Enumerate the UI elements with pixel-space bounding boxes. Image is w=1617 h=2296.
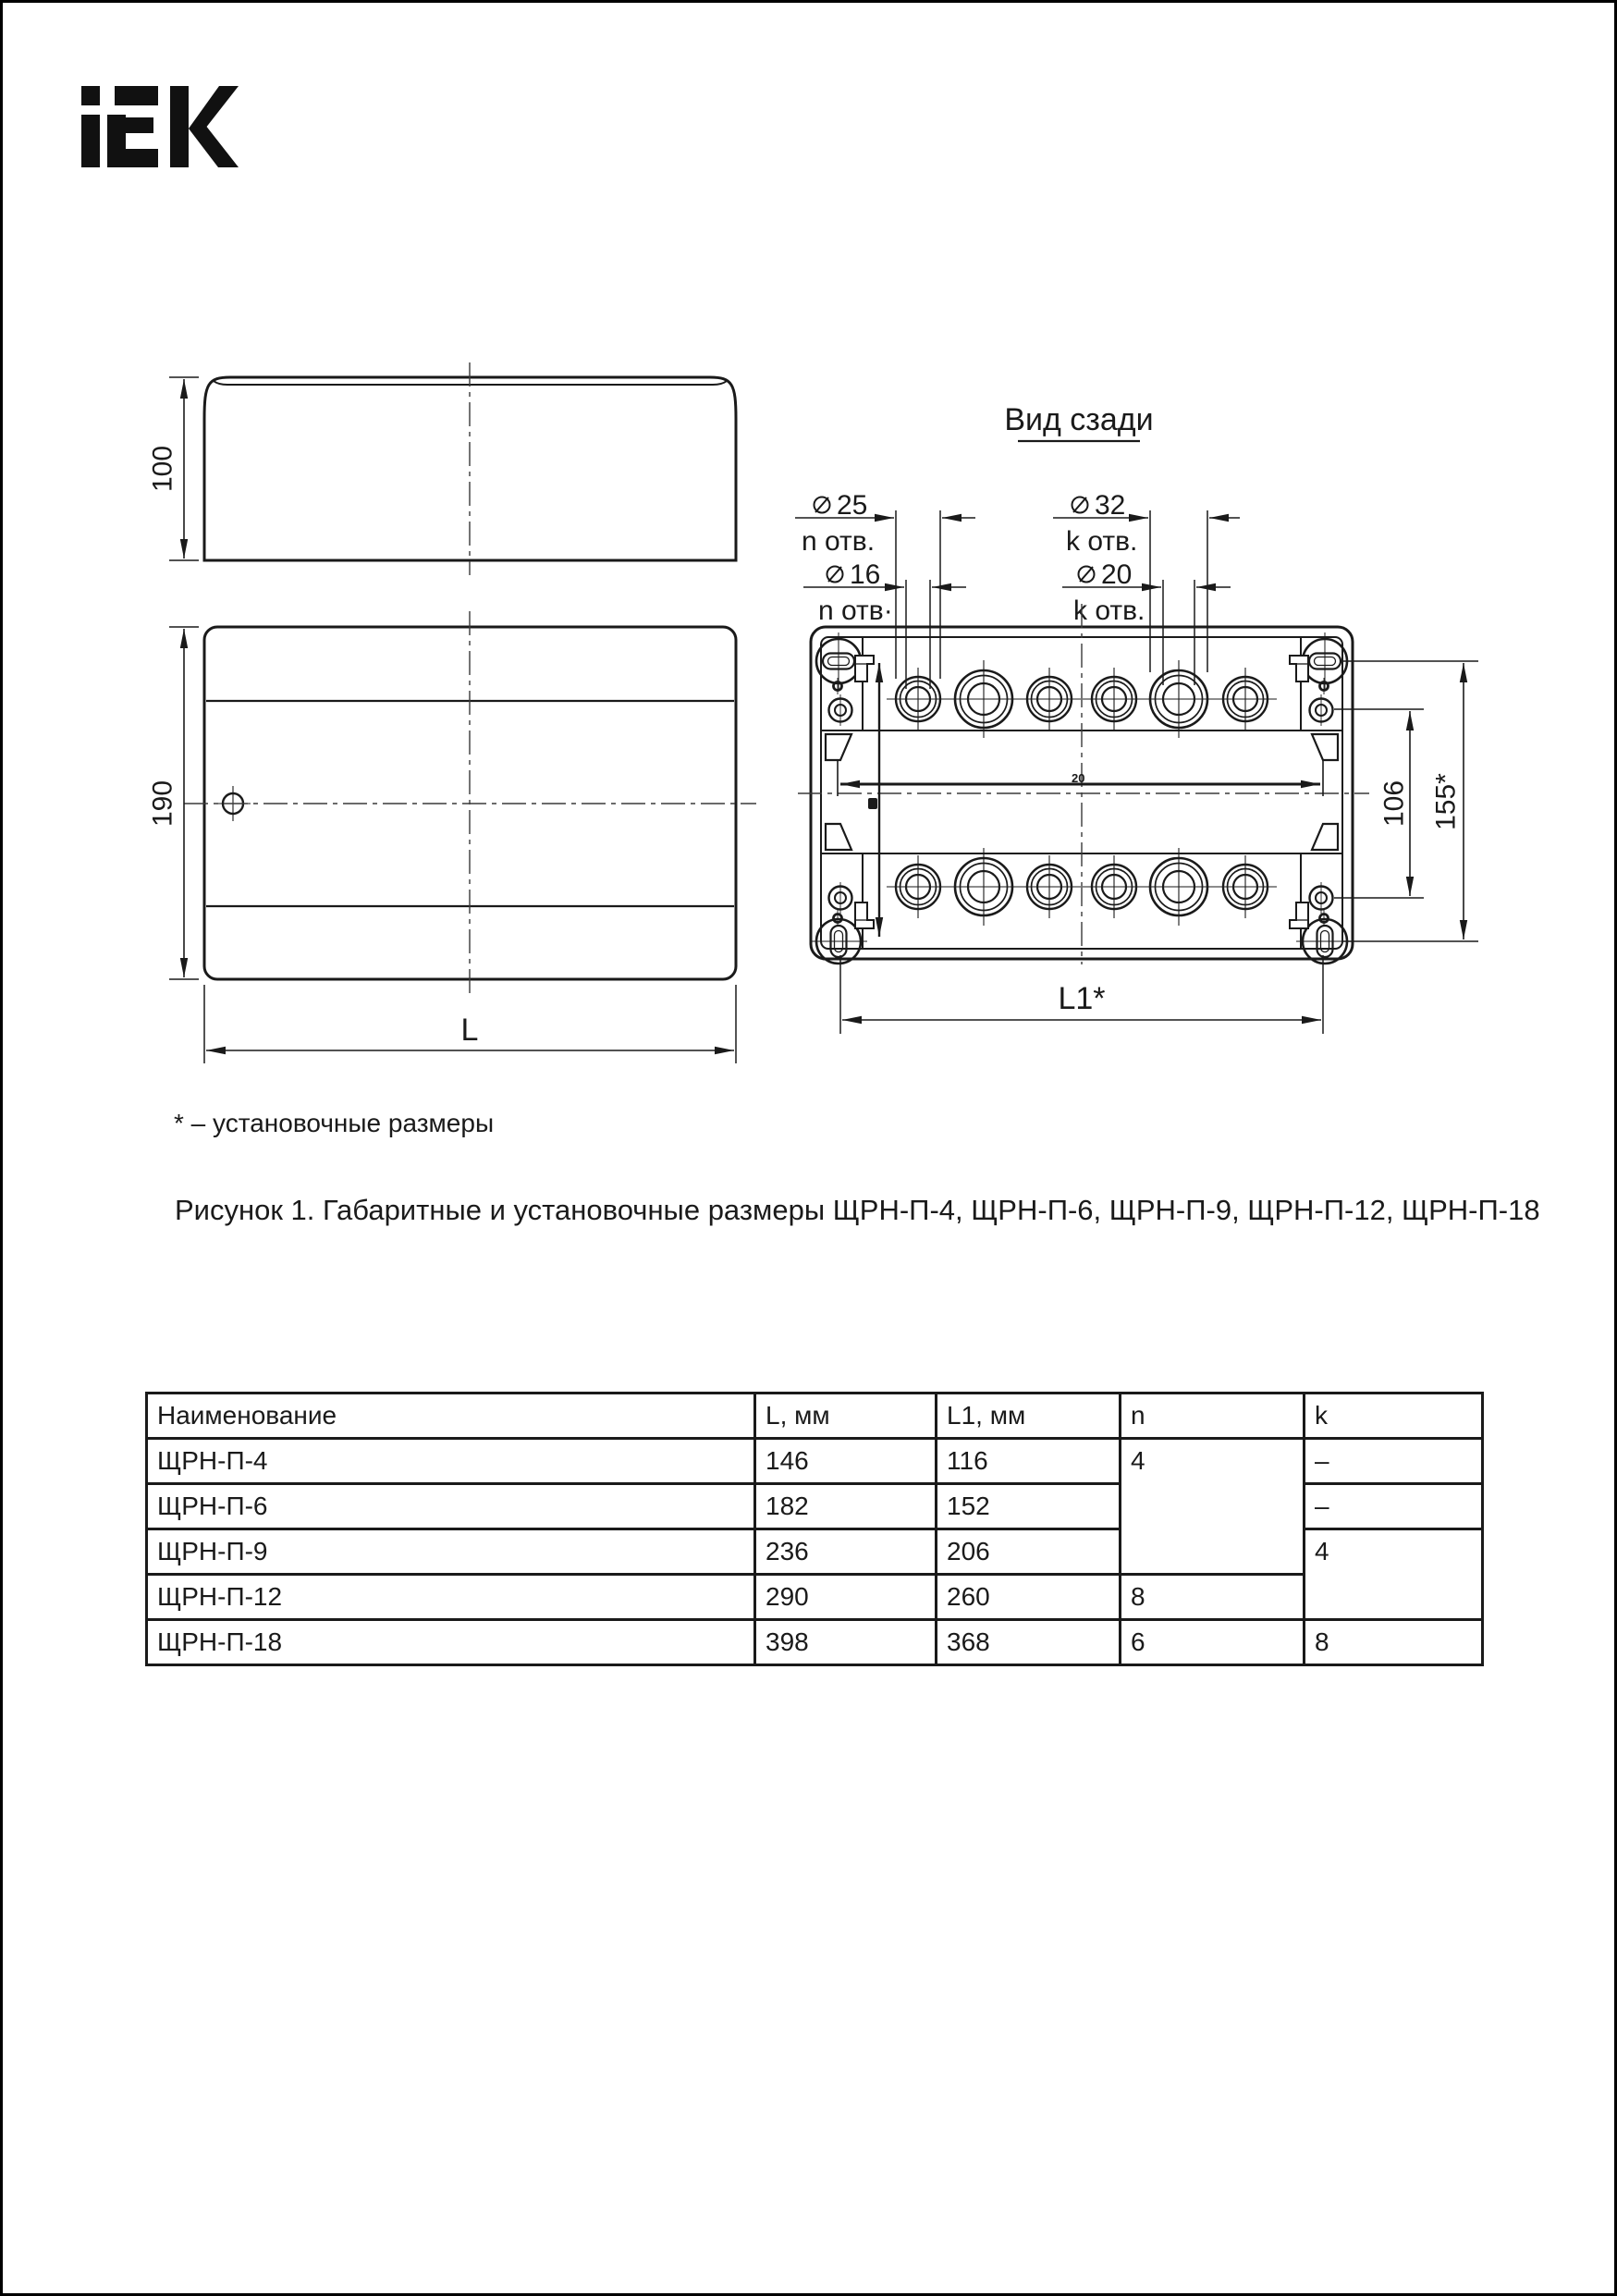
cell-l1: 206 [937,1529,1121,1575]
dia-32-value: 32 [1095,490,1126,521]
table-row [147,1439,1483,1484]
cell-k: – [1305,1484,1483,1529]
cell-name: ЩРН-П-18 [147,1620,755,1665]
dim-mount-outer-label: 155* [1430,773,1462,830]
cell-n: 8 [1121,1575,1305,1620]
dia-16-count: n отв· [818,595,893,626]
dimensions-table [145,1392,1484,1666]
dim-height-side-label: 100 [147,445,178,493]
table-row [147,1575,1483,1620]
cell-l1: 116 [937,1439,1121,1484]
dia-16-value: 16 [850,559,881,590]
figure-drawing [3,3,1617,2296]
illegible-dim-mark [868,798,877,809]
dim-height-front-label: 190 [147,780,178,828]
diameter-icon [815,497,830,513]
logo-i-dot [81,86,100,105]
cell-l1: 152 [937,1484,1121,1529]
cell-k: 8 [1305,1620,1483,1665]
table-header-row [147,1394,1483,1439]
col-header-l1: L1, мм [937,1394,1121,1439]
dia-20-value: 20 [1101,559,1133,590]
table-row [147,1620,1483,1665]
cell-k-merged: 4 [1305,1529,1483,1620]
cell-name: ЩРН-П-6 [147,1484,755,1529]
col-header-l: L, мм [755,1394,937,1439]
cell-l: 146 [755,1439,937,1484]
front-view [184,611,756,995]
cell-n-merged: 4 [1121,1439,1305,1575]
footnote-mounting-dims: * – установочные размеры [174,1109,495,1137]
diameter-icon [1079,567,1095,583]
cell-n: 6 [1121,1620,1305,1665]
diameter-icon [1072,497,1088,513]
cell-l1: 368 [937,1620,1121,1665]
iek-logo [81,86,239,167]
rear-view-title: Вид сзади [1004,402,1154,437]
dim-width-front-label: L [460,1013,479,1048]
rail-dim-mark: 20 [1072,771,1085,785]
col-header-name: Наименование [147,1394,755,1439]
diameter-icon [827,567,843,583]
rear-internal-vert-dim [868,663,879,937]
top-view [204,362,736,575]
cell-name: ЩРН-П-9 [147,1529,755,1575]
cell-l: 290 [755,1575,937,1620]
cell-l: 236 [755,1529,937,1575]
dia-25-value: 25 [837,490,868,521]
callout-dia-25 [795,490,975,679]
cell-k: – [1305,1439,1483,1484]
dim-mount-inner-label: 106 [1378,780,1410,828]
col-header-n: n [1121,1394,1305,1439]
cell-l1: 260 [937,1575,1121,1620]
dia-20-count: k отв. [1073,595,1145,626]
cell-l: 398 [755,1620,937,1665]
figure-caption: Рисунок 1. Габаритные и установочные размеры ЩРН-П-4, ЩРН-П-6, ЩРН-П-9, ЩРН-П-12, ЩРН-П-18 [175,1194,1540,1226]
callout-dia-20 [1062,559,1231,685]
dim-width-rear-label: L1* [1058,981,1106,1016]
dia-32-count: k отв. [1066,526,1138,557]
cell-name: ЩРН-П-4 [147,1439,755,1484]
cell-name: ЩРН-П-12 [147,1575,755,1620]
dia-25-count: n отв. [802,526,876,557]
col-header-k: k [1305,1394,1483,1439]
cell-l: 182 [755,1484,937,1529]
